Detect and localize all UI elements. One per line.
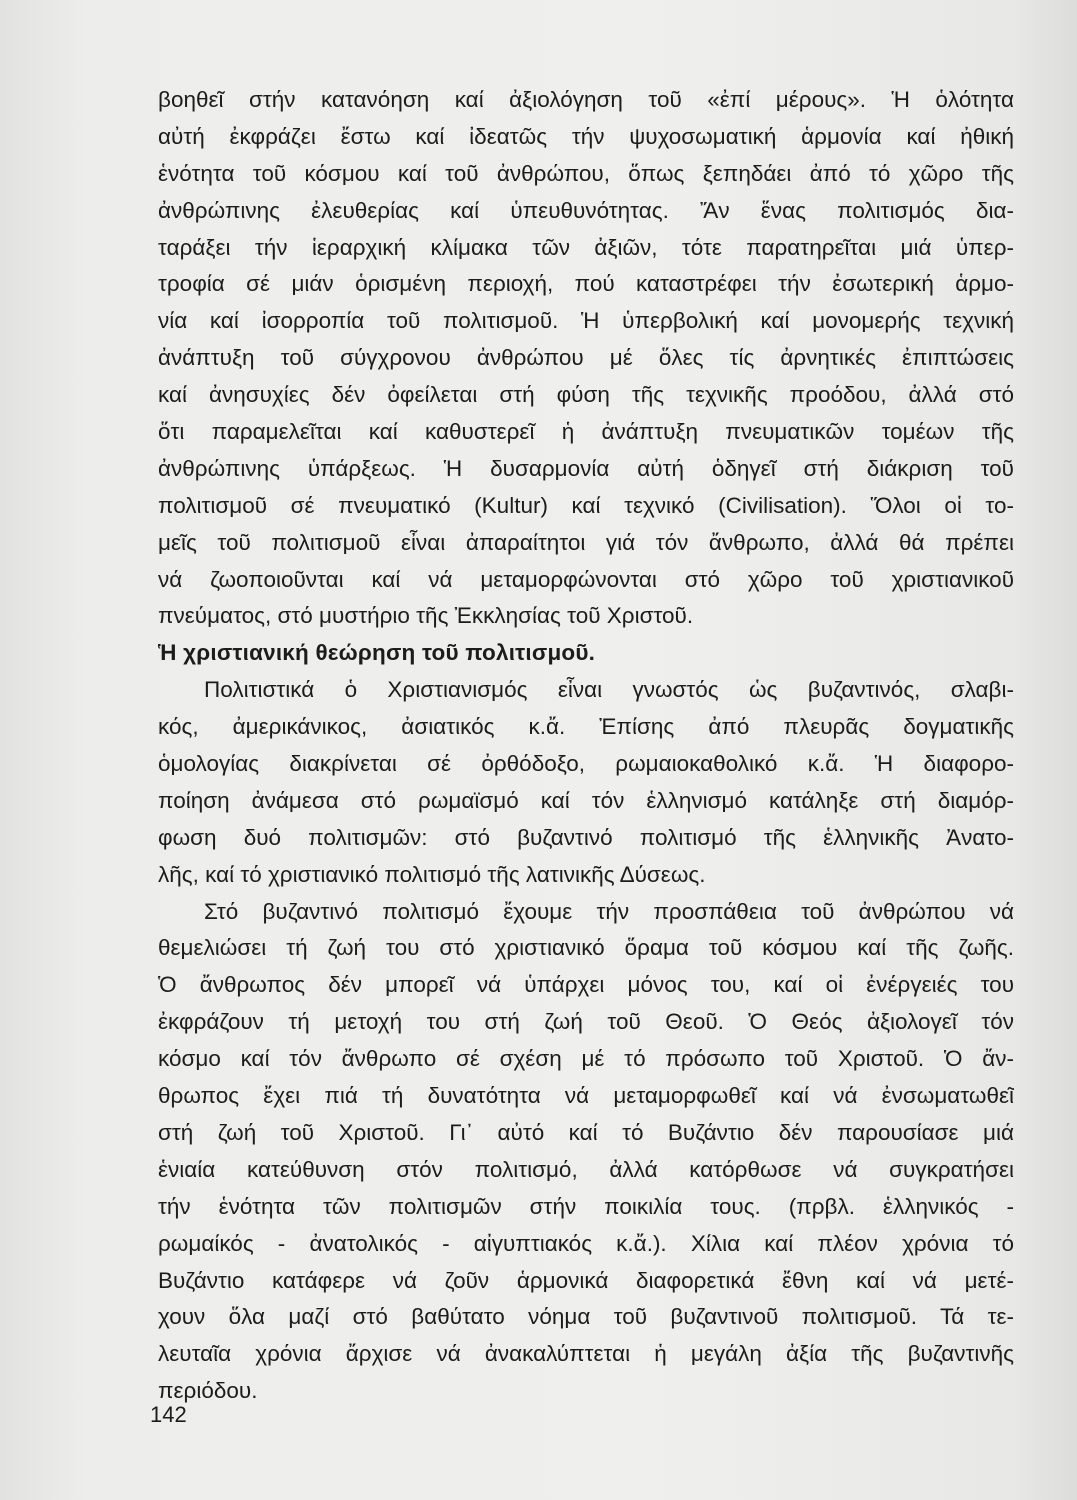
text-line: κός, ἀμερικάνικος, ἀσιατικός κ.ἄ. Ἐπίσης ἀπό πλευρᾶς δογματικῆς — [158, 714, 1014, 740]
text-line: Ὁ ἄνθρωπος δέν μπορεῖ νά ὑπάρχει μόνος του, καί οἱ ἐνέργειές του — [158, 972, 1014, 998]
text-line: κόσμο καί τόν ἄνθρωπο σέ σχέση μέ τό πρόσωπο τοῦ Χριστοῦ. Ὁ ἄν- — [158, 1046, 1014, 1072]
text-line: ἑνιαία κατεύθυνση στόν πολιτισμό, ἀλλά κατόρθωσε νά συγκρατήσει — [158, 1156, 1014, 1182]
text-line: χουν ὅλα μαζί στό βαθύτατο νόημα τοῦ βυζαντινοῦ πολιτισμοῦ. Τά τε- — [158, 1304, 1014, 1330]
text-line: θρωπος ἔχει πιά τή δυνατότητα νά μεταμορφωθεῖ καί νά ἐνσωματωθεῖ — [158, 1083, 1014, 1109]
text-line: περιόδου. — [158, 1378, 258, 1404]
text-line: Στό βυζαντινό πολιτισμό ἔχουμε τήν προσπάθεια τοῦ ἀνθρώπου νά — [204, 898, 1014, 924]
text-line: πολιτισμοῦ σέ πνευματικό (Kultur) καί τεχνικό (Civilisation). Ὅλοι οἱ το- — [158, 492, 1014, 518]
text-line: Βυζάντιο κατάφερε νά ζοῦν ἁρμονικά διαφορετικά ἔθνη καί νά μετέ- — [158, 1267, 1014, 1293]
text-line: ταράξει τήν ἱεραρχική κλίμακα τῶν ἀξιῶν, τότε παρατηρεῖται μιά ὑπερ- — [158, 234, 1014, 260]
text-line: θεμελιώσει τή ζωή του στό χριστιανικό ὅραμα τοῦ κόσμου καί τῆς ζωῆς. — [158, 935, 1014, 961]
text-line: αὐτή ἐκφράζει ἔστω καί ἰδεατῶς τήν ψυχοσωματική ἁρμονία καί ἠθική — [158, 123, 1014, 149]
text-line: λευταῖα χρόνια ἄρχισε νά ἀνακαλύπτεται ἡ μεγάλη ἀξία τῆς βυζαντινῆς — [158, 1341, 1014, 1367]
text-line: ἐκφράζουν τή μετοχή του στή ζωή τοῦ Θεοῦ. Ὁ Θεός ἀξιολογεῖ τόν — [158, 1009, 1014, 1035]
text-line: καί ἀνησυχίες δέν ὀφείλεται στή φύση τῆς τεχνικῆς προόδου, ἀλλά στό — [158, 382, 1014, 408]
text-line: νά ζωοποιοῦνται καί νά μεταμορφώνονται στό χῶρο τοῦ χριστιανικοῦ — [158, 566, 1014, 592]
text-line: μεῖς τοῦ πολιτισμοῦ εἶναι ἀπαραίτητοι γιά τόν ἄνθρωπο, ἀλλά θά πρέπει — [158, 529, 1014, 555]
text-line: ὅτι παραμελεῖται καί καθυστερεῖ ἡ ἀνάπτυξη πνευματικῶν τομέων τῆς — [158, 419, 1014, 445]
text-line: ἀνθρώπινης ὑπάρξεως. Ἡ δυσαρμονία αὐτή ὁδηγεῖ στή διάκριση τοῦ — [158, 455, 1014, 481]
text-line: πνεύματος, στό μυστήριο τῆς Ἐκκλησίας τοῦ Χριστοῦ. — [158, 603, 694, 629]
text-line: βοηθεῖ στήν κατανόηση καί ἀξιολόγηση τοῦ «ἐπί μέρους». Ἡ ὁλότητα — [158, 87, 1014, 112]
section-heading: Ἡ χριστιανική θεώρηση τοῦ πολιτισμοῦ. — [158, 640, 596, 666]
page-number: 142 — [150, 1402, 187, 1427]
paragraph-1 — [158, 82, 1014, 635]
text-line: στή ζωή τοῦ Χριστοῦ. Γι᾽ αὐτό καί τό Βυζάντιο δέν παρουσίασε μιά — [158, 1119, 1014, 1145]
text-line: νία καί ἰσορροπία τοῦ πολιτισμοῦ. Ἡ ὑπερβολική καί μονομερής τεχνική — [158, 308, 1014, 334]
text-line: ποίηση ἀνάμεσα στό ρωμαϊσμό καί τόν ἑλληνισμό κατάληξε στή διαμόρ- — [158, 787, 1014, 813]
text-line: τροφία σέ μιάν ὁρισμένη περιοχή, πού καταστρέφει τήν ἐσωτερική ἁρμο- — [158, 271, 1014, 297]
text-line: Πολιτιστικά ὁ Χριστιανισμός εἶναι γνωστός ὡς βυζαντινός, σλαβι- — [204, 677, 1014, 703]
page-body — [158, 82, 1014, 1410]
text-line: ὁμολογίας διακρίνεται σέ ὀρθόδοξο, ρωμαιοκαθολικό κ.ἄ. Ἡ διαφορο- — [158, 751, 1014, 777]
text-line: τήν ἑνότητα τῶν πολιτισμῶν στήν ποικιλία τους. (πρβλ. ἑλληνικός - — [158, 1193, 1014, 1219]
text-line: ἑνότητα τοῦ κόσμου καί τοῦ ἀνθρώπου, ὅπως ξεπηδάει ἀπό τό χῶρο τῆς — [158, 160, 1014, 186]
text-line: φωση δυό πολιτισμῶν: στό βυζαντινό πολιτισμό τῆς ἑλληνικῆς Ἀνατο- — [158, 824, 1014, 850]
text-line: λῆς, καί τό χριστιανικό πολιτισμό τῆς λατινικῆς Δύσεως. — [158, 861, 706, 887]
text-line: ἀνθρώπινης ἐλευθερίας καί ὑπευθυνότητας. Ἄν ἕνας πολιτισμός δια- — [158, 197, 1014, 223]
paragraph-3 — [158, 894, 1014, 1410]
paragraph-2 — [158, 672, 1014, 893]
text-line: ρωμαίκός - ἀνατολικός - αἰγυπτιακός κ.ἄ.). Χίλια καί πλέον χρόνια τό — [158, 1230, 1014, 1256]
text-line: ἀνάπτυξη τοῦ σύγχρονου ἀνθρώπου μέ ὅλες τίς ἀρνητικές ἐπιπτώσεις — [158, 345, 1014, 371]
